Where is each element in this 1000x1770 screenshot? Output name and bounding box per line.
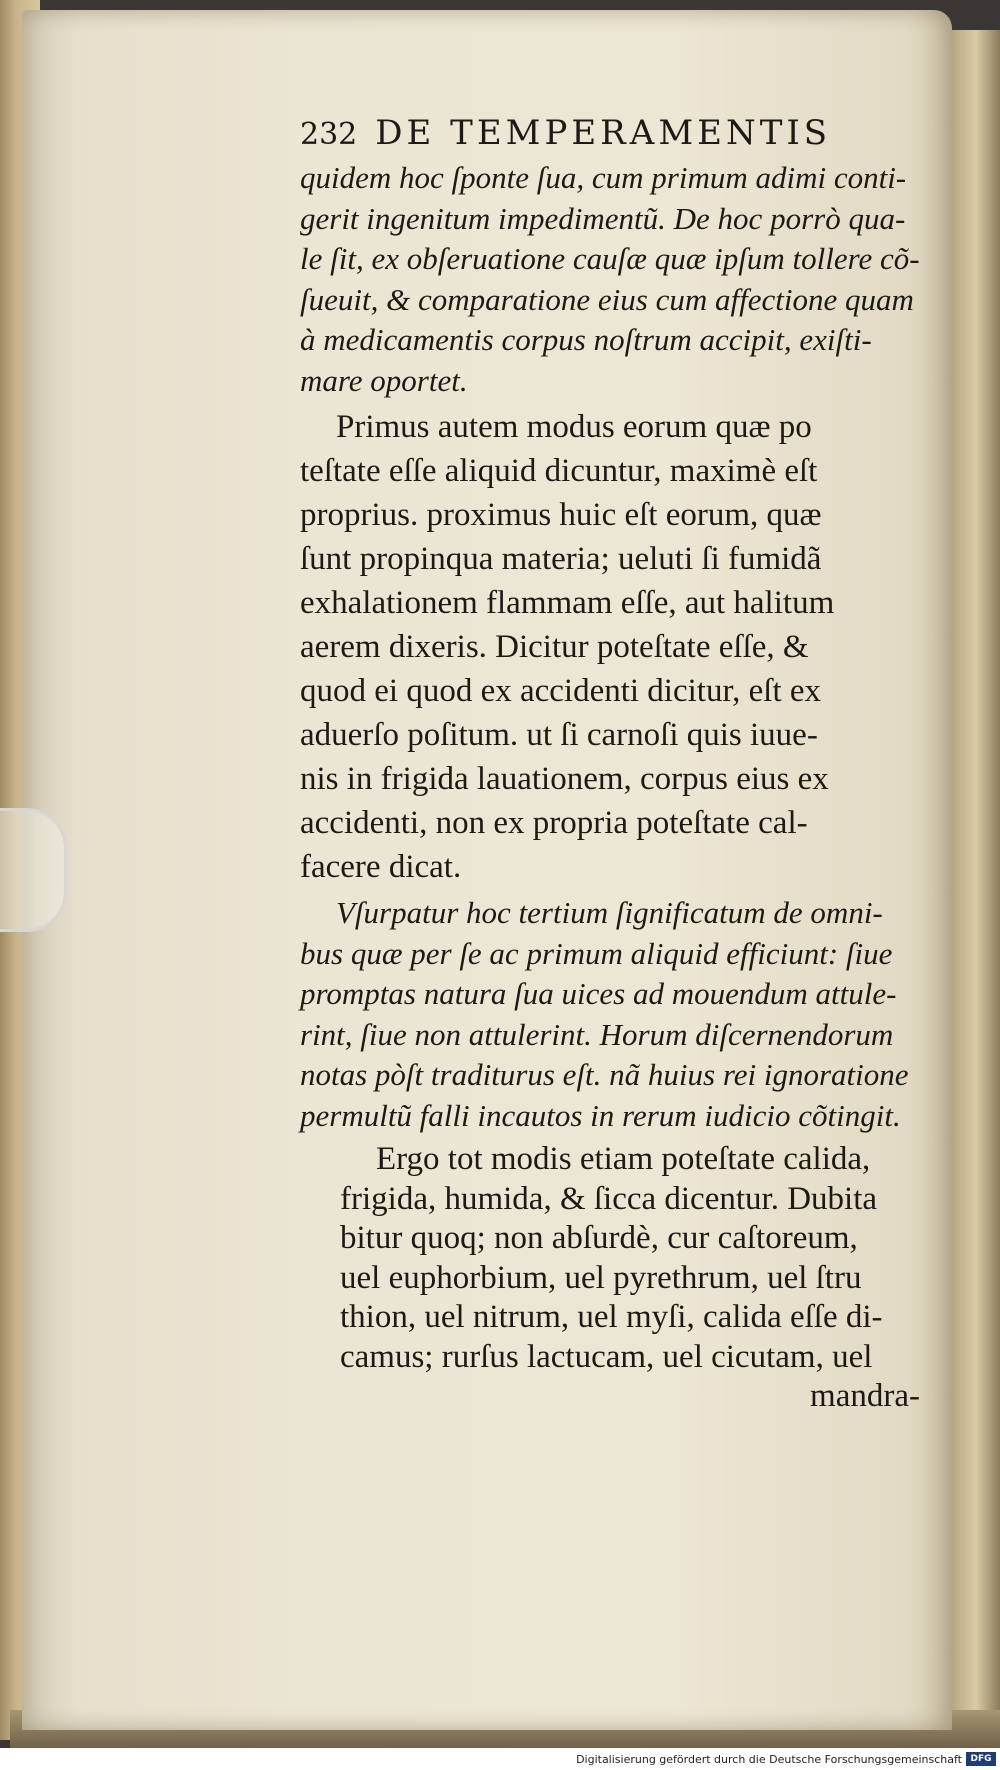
text-line: camus; rurſus lactucam, uel cicutam, uel bbox=[340, 1338, 873, 1375]
text-line: quod ei quod ex accidenti dicitur, eſt ex bbox=[300, 673, 822, 709]
text-line: à medicamentis corpus noſtrum accipit, exiſti- bbox=[300, 322, 872, 357]
running-title: DE TEMPERAMENTIS bbox=[375, 113, 832, 153]
text-line: Primus autem modus eorum quæ po bbox=[336, 409, 812, 445]
text-line: promptas natura ſua uices ad mouendum attule- bbox=[300, 976, 897, 1011]
text-line: exhalationem flammam eſſe, aut halitum bbox=[300, 585, 835, 621]
dfg-logo: DFG bbox=[966, 1752, 996, 1766]
paragraph-3 bbox=[300, 893, 940, 1136]
text-line: accidenti, non ex propria poteſtate cal- bbox=[300, 805, 808, 841]
text-line: thion, uel nitrum, uel myſi, calida eſſe di- bbox=[340, 1299, 883, 1335]
paragraph-1 bbox=[300, 158, 940, 401]
text-line: Ergo tot modis etiam poteſtate calida, bbox=[376, 1141, 871, 1177]
paragraph-4 bbox=[300, 1140, 940, 1417]
text-line: teſtate eſſe aliquid dicuntur, maximè eſt bbox=[300, 453, 818, 489]
text-line: le ſit, ex obſeruatione cauſæ quæ ipſum tollere cõ- bbox=[300, 241, 920, 276]
text-line: rint, ſiue non attulerint. Horum diſcernendorum bbox=[300, 1016, 894, 1052]
text-line: proprius. proximus huic eſt eorum, quæ bbox=[300, 497, 822, 533]
text-line: mare oportet. bbox=[300, 362, 468, 398]
page-number: 232 bbox=[300, 117, 358, 152]
text-line: permultũ falli incautos in rerum iudicio cõtingit. bbox=[300, 1097, 901, 1133]
page-text bbox=[300, 110, 940, 1417]
text-line: Vſurpatur hoc tertium ſignificatum de omni- bbox=[336, 895, 883, 930]
text-line: bus quæ per ſe ac primum aliquid efficiunt: ſiue bbox=[300, 935, 893, 971]
text-line: quidem hoc ſponte ſua, cum primum adimi conti- bbox=[300, 160, 907, 195]
text-line: facere dicat. bbox=[300, 849, 462, 885]
text-line: aerem dixeris. Dicitur poteſtate eſſe, & bbox=[300, 629, 809, 665]
text-line: nis in frigida lauationem, corpus eius ex bbox=[300, 761, 829, 797]
text-line: gerit ingenitum impedimentũ. De hoc porrò qua- bbox=[300, 200, 906, 236]
text-line: ſunt propinqua materia; ueluti ſi fumidã bbox=[300, 541, 822, 577]
text-line: bitur quoq; non abſurdè, cur caſtoreum, bbox=[340, 1220, 858, 1256]
digitization-footer bbox=[0, 1748, 1000, 1770]
text-line: aduerſo poſitum. ut ſi carnoſi quis iuue- bbox=[300, 717, 818, 753]
text-line: uel euphorbium, uel pyrethrum, uel ſtru bbox=[340, 1259, 862, 1296]
running-header bbox=[300, 110, 940, 158]
catchword: mandra- bbox=[810, 1378, 920, 1414]
text-line: notas pòſt traditurus eſt. nã huius rei ignoratione bbox=[300, 1057, 909, 1092]
text-line: frigida, humida, & ſicca dicentur. Dubita bbox=[340, 1180, 878, 1217]
book-page-stack-right bbox=[952, 30, 1000, 1730]
page-clip bbox=[0, 808, 67, 932]
funding-credit: Digitalisierung gefördert durch die Deutsche Forschungsgemeinschaft bbox=[576, 1753, 962, 1766]
text-line: ſueuit, & comparatione eius cum affectione quam bbox=[300, 281, 914, 317]
paragraph-2 bbox=[300, 405, 940, 889]
